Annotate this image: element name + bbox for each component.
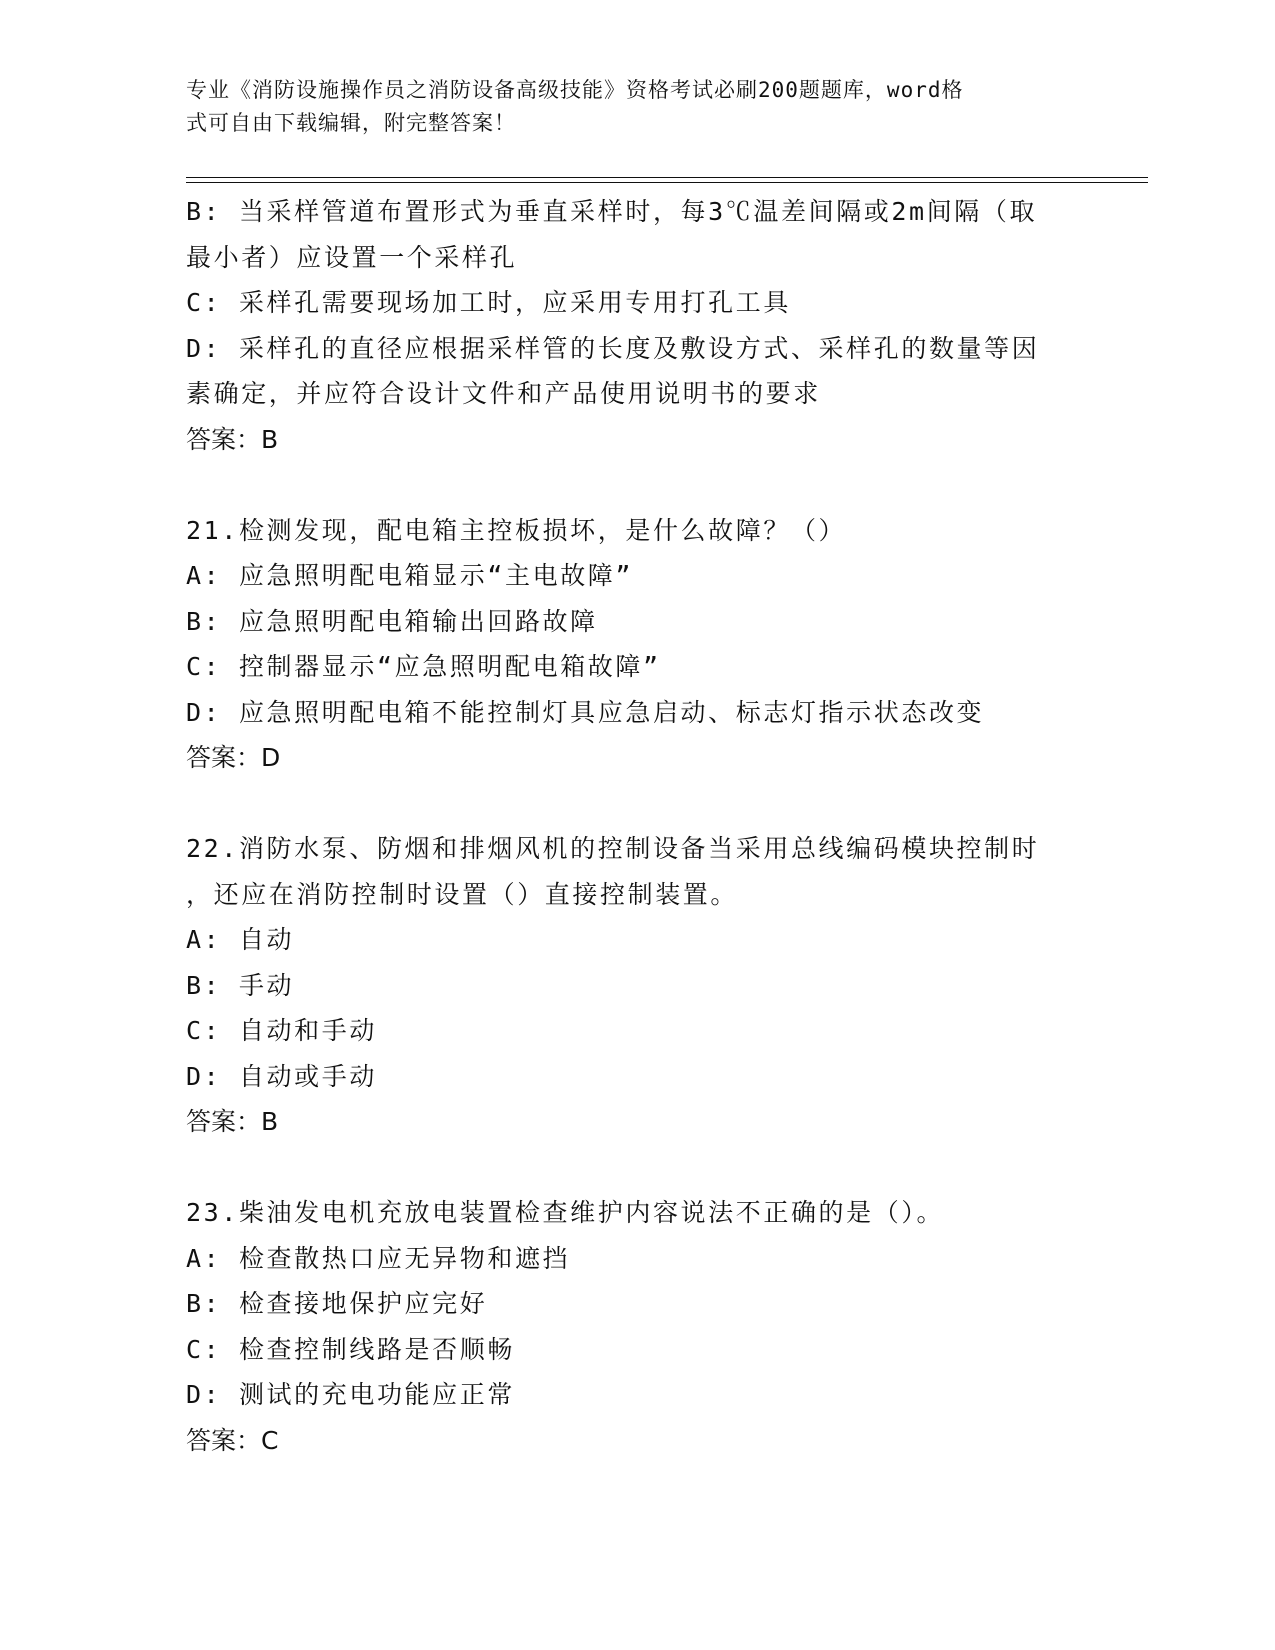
option-line: B: 应急照明配电箱输出回路故障	[186, 606, 598, 636]
option-line: C: 检查控制线路是否顺畅	[186, 1334, 515, 1364]
spacer	[186, 1145, 1086, 1191]
option-line: C: 自动和手动	[186, 1016, 377, 1045]
header-divider-bottom	[186, 182, 1148, 183]
option-line: A: 检查散热口应无异物和遮挡	[186, 1243, 571, 1273]
option-line: D: 应急照明配电箱不能控制灯具应急启动、标志灯指示状态改变	[186, 697, 985, 727]
question-21	[186, 508, 1086, 781]
option-line: D: 采样孔的直径应根据采样管的长度及敷设方式、采样孔的数量等因	[186, 333, 1040, 363]
question-stem: 23.柴油发电机充放电装置检查维护内容说法不正确的是（）。	[186, 1198, 945, 1227]
option-line: B: 当采样管道布置形式为垂直采样时，每3℃温差间隔或2m间隔（取	[186, 197, 1038, 226]
spacer	[186, 462, 1086, 508]
answer-line: 答案：D	[186, 743, 281, 772]
question-stem: 22.消防水泵、防烟和排烟风机的控制设备当采用总线编码模块控制时	[186, 834, 1040, 863]
question-stem: 21.检测发现，配电箱主控板损坏，是什么故障？（）	[186, 515, 847, 545]
question-content	[186, 189, 1086, 1463]
option-line: D: 自动或手动	[186, 1061, 377, 1091]
option-line: B: 检查接地保护应完好	[186, 1289, 488, 1318]
option-line: A: 自动	[186, 925, 295, 954]
header-line-1: 专业《消防设施操作员之消防设备高级技能》资格考试必刷200题题库，word格	[186, 78, 964, 102]
header-divider-top	[186, 177, 1148, 178]
prev-question-block	[186, 189, 1086, 462]
answer-line: 答案：B	[186, 1107, 279, 1136]
option-line: 素确定，并应符合设计文件和产品使用说明书的要求	[186, 379, 821, 408]
option-line: D: 测试的充电功能应正常	[186, 1380, 515, 1409]
question-22	[186, 826, 1086, 1145]
option-line: 最小者）应设置一个采样孔	[186, 242, 518, 272]
answer-line: 答案：C	[186, 1425, 279, 1455]
spacer	[186, 781, 1086, 827]
question-23	[186, 1190, 1086, 1463]
option-line: B: 手动	[186, 970, 295, 1000]
answer-line: 答案：B	[186, 424, 279, 454]
document-header	[186, 74, 1086, 140]
option-line: A: 应急照明配电箱显示“主电故障”	[186, 561, 634, 590]
header-line-2: 式可自由下载编辑，附完整答案！	[186, 111, 516, 135]
option-line: C: 控制器显示“应急照明配电箱故障”	[186, 652, 661, 681]
question-stem: ，还应在消防控制时设置（）直接控制装置。	[186, 879, 739, 909]
option-line: C: 采样孔需要现场加工时，应采用专用打孔工具	[186, 288, 791, 317]
